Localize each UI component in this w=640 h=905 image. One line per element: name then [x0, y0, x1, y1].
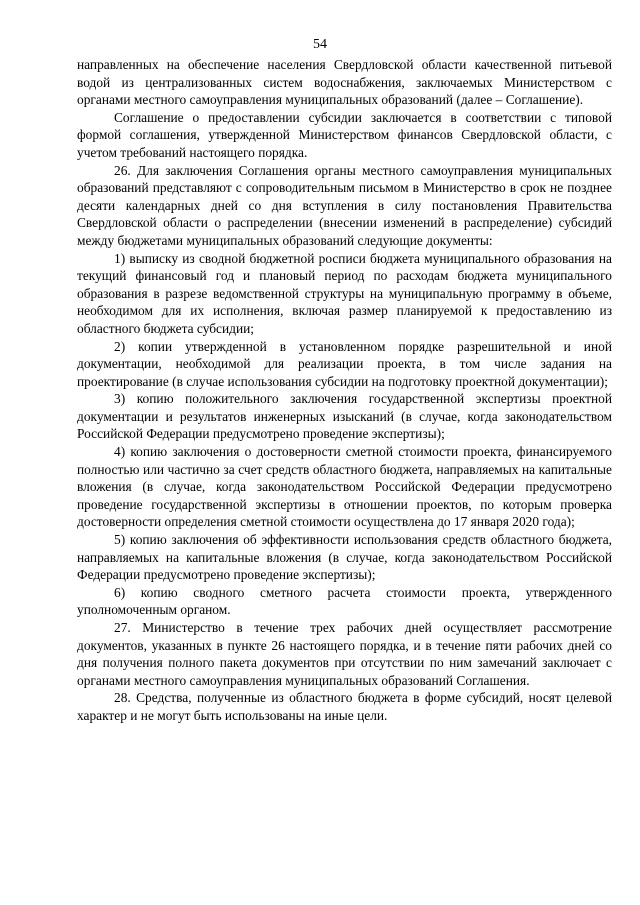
paragraph-item-27: 27. Министерство в течение трех рабочих дней осуществляет рассмотрение документов, указанных в пункте 26 настоящего порядка, и в течение пяти рабочих дней со дня получения полного пакета документов при отсутствии по ним замечаний заключает с органами местного самоуправления муниципальных образований Соглашения.: [77, 620, 612, 688]
paragraph-intro-continuation: направленных на обеспечение населения Свердловской области качественной питьевой водой из централизованных систем водоснабжения, заключаемых Министерством с органами местного самоуправления муниципальных образований (далее – Соглашение).: [77, 57, 612, 108]
paragraph-subitem-3: 3) копию положительного заключения государственной экспертизы проектной документации и результатов инженерных изысканий (в случае, когда законодательством Российской Федерации предусмотрено проведение экспертизы);: [77, 391, 612, 442]
page-number: 54: [313, 37, 327, 52]
paragraph-item-28: 28. Средства, полученные из областного бюджета в форме субсидий, носят целевой характер и не могут быть использованы на иные цели.: [77, 690, 612, 723]
paragraph-subitem-5: 5) копию заключения об эффективности использования средств областного бюджета, направляемых на капитальные вложения (в случае, когда законодательством Российской Федерации предусмотрено проведение экспертизы);: [77, 532, 612, 583]
document-body: [77, 56, 612, 725]
paragraph-subitem-6: 6) копию сводного сметного расчета стоимости проекта, утвержденного уполномоченным органом.: [77, 584, 612, 618]
paragraph-agreement-form: Соглашение о предоставлении субсидии заключается в соответствии с типовой формой соглашения, утвержденной Министерством финансов Свердловской области, с учетом требований настоящего порядка.: [77, 109, 612, 160]
paragraph-subitem-2: 2) копии утвержденной в установленном порядке разрешительной и иной документации, необходимой для реализации проекта, в том числе задания на проектирование (в случае использования субсидии на подготовку проектной документации);: [77, 338, 612, 389]
paragraph-subitem-1: 1) выписку из сводной бюджетной росписи бюджета муниципального образования на текущий финансовый год и плановый период по расходам бюджета муниципального образования в разрезе ведомственной структуры на муниципальную программу в объеме, необходимом для их исполнения, включая размер планируемой к предоставлению из областного бюджета субсидии;: [77, 250, 612, 336]
paragraph-item-26: 26. Для заключения Соглашения органы местного самоуправления муниципальных образований представляют с сопроводительным письмом в Министерство в срок не позднее десяти календарных дней со дня вступления в силу постановления Правительства Свердловской области о распределении (внесении изменений в распределение) субсидий между бюджетами муниципальных образований следующие документы:: [77, 162, 612, 248]
paragraph-subitem-4: 4) копию заключения о достоверности сметной стоимости проекта, финансируемого полностью или частично за счет средств областного бюджета, направляемых на капитальные вложения (в случае, когда законодательством Российской Федерации предусмотрено проведение государственной экспертизы в отношении проектов, по которым проверка достоверности определения сметной стоимости осуществлена до 17 января 2020 года);: [77, 444, 612, 530]
